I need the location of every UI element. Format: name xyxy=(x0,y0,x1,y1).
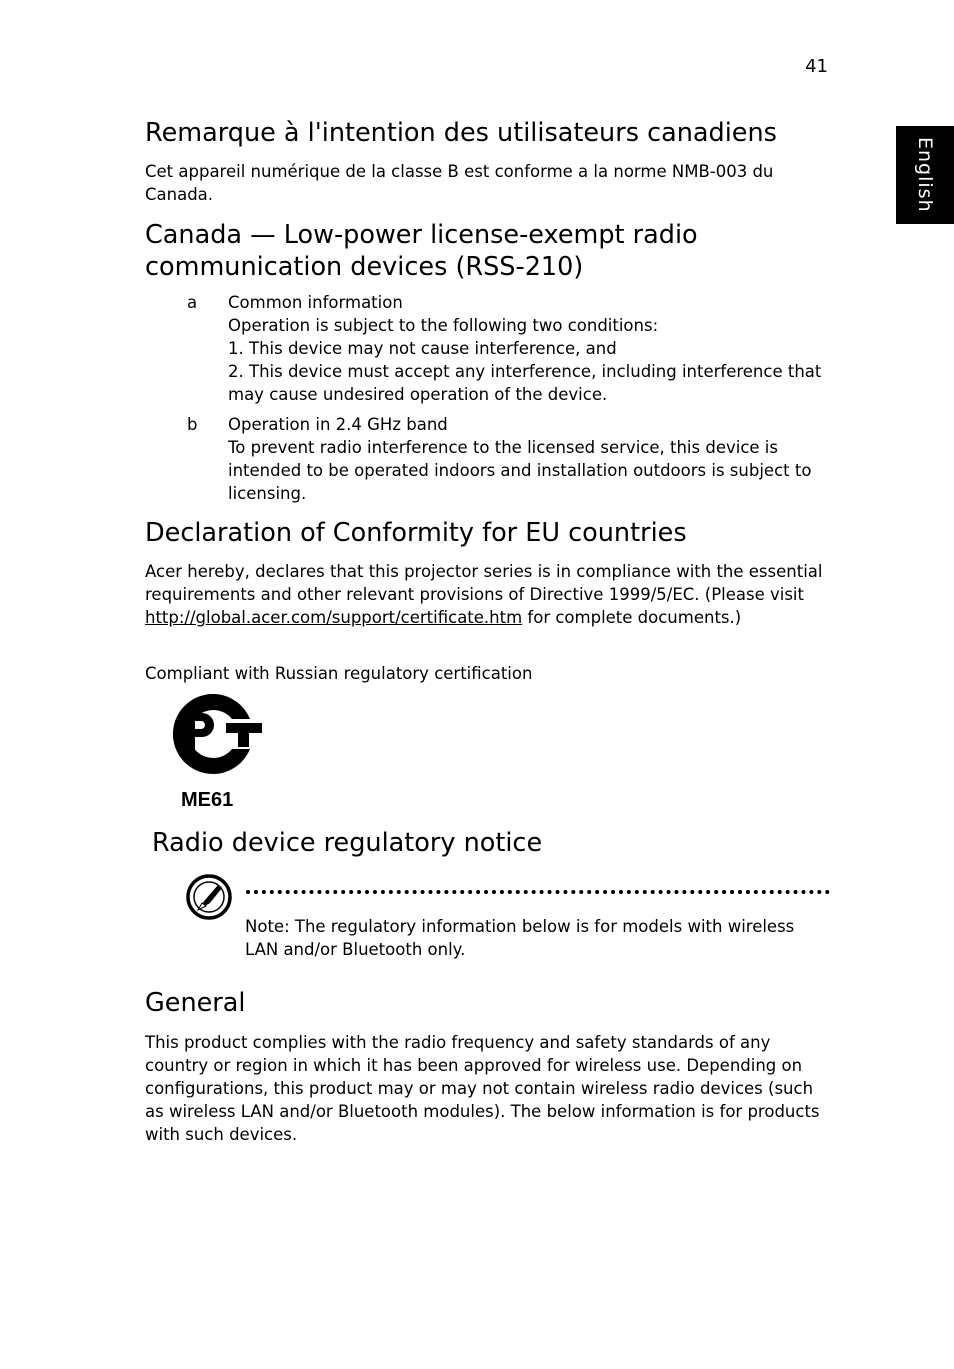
page-number: 41 xyxy=(805,56,828,77)
text-canadian-remark: Cet appareil numérique de la classe B est conforme a la norme NMB-003 du Canada. xyxy=(145,162,774,204)
text-russian-cert: Compliant with Russian regulatory certification xyxy=(145,664,533,683)
item-b-line: Operation in 2.4 GHz band xyxy=(228,415,448,434)
heading-eu-conformity: Declaration of Conformity for EU countries xyxy=(145,518,687,548)
text-eu-conformity xyxy=(145,560,825,629)
eu-text-before: Acer hereby, declares that this projector series is in compliance with the essential requirements and other relevant provisions of Directive 1999/5/EC. (Please visit xyxy=(145,562,823,604)
heading-general: General xyxy=(145,988,246,1018)
item-a-body xyxy=(228,291,828,406)
note-divider xyxy=(246,890,830,894)
item-a-line: 2. This device must accept any interference, including interference that may cause undesired operation of the device. xyxy=(228,362,822,404)
heading-radio-notice: Radio device regulatory notice xyxy=(152,828,543,858)
certificate-link[interactable]: http://global.acer.com/support/certificate.htm xyxy=(145,608,523,627)
heading-rss210: Canada — Low-power license-exempt radio communication devices (RSS-210) xyxy=(145,220,698,282)
note-text xyxy=(245,915,805,961)
item-b-letter: b xyxy=(187,415,198,434)
item-b-body xyxy=(228,413,828,505)
item-a-letter: a xyxy=(187,293,198,312)
item-b-line: To prevent radio interference to the licensed service, this device is intended to be operated indoors and installation outdoors is subject to licensing. xyxy=(228,438,812,503)
item-a-line: Operation is subject to the following two conditions: xyxy=(228,316,659,335)
language-tab xyxy=(896,126,954,224)
pct-certification-logo-icon xyxy=(158,693,264,775)
heading-canadian-remark: Remarque à l'intention des utilisateurs canadiens xyxy=(145,118,777,148)
eu-text-after: for complete documents.) xyxy=(522,608,742,627)
note-label: Note xyxy=(245,917,285,936)
note-body: : The regulatory information below is for models with wireless LAN and/or Bluetooth only. xyxy=(245,917,795,959)
item-a-line: 1. This device may not cause interference, and xyxy=(228,339,617,358)
text-general: This product complies with the radio frequency and safety standards of any country or region in which it has been approved for wireless use. Depending on configurations, this product may or may not contain wireless radio devices (such as wireless LAN and/or Bluetooth modules). The below information is for products with such devices. xyxy=(145,1033,820,1144)
logo-code: ME61 xyxy=(181,789,234,811)
item-a-line: Common information xyxy=(228,293,403,312)
language-tab-label: English xyxy=(914,137,936,213)
note-icon xyxy=(185,873,233,921)
